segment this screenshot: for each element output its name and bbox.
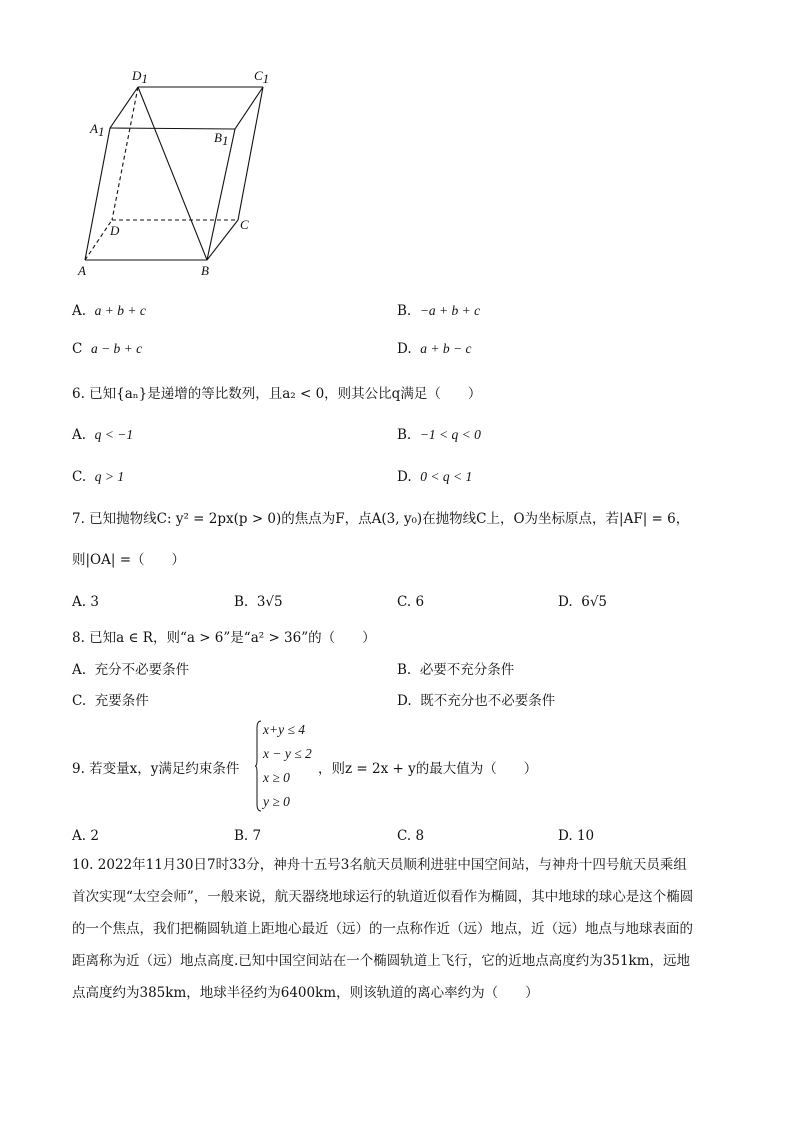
q6-option-b[interactable]: B. −1 < q < 0 <box>397 427 481 443</box>
q5-option-c[interactable]: C a − b + c <box>72 341 143 357</box>
edge-c1c <box>238 87 263 220</box>
q6-option-d[interactable]: D. 0 < q < 1 <box>397 469 473 485</box>
q10-line-3: 的一个焦点，我们把椭圆轨道上距地心最近（远）的一点称作近（远）地点，近（远）地点与地球表面的 <box>72 921 693 937</box>
q7-option-a[interactable]: A. 3 <box>72 594 99 610</box>
q6-stem: 6. 已知{aₙ}是递增的等比数列，且a₂ < 0，则其公比q满足（ ） <box>72 386 482 402</box>
q9-option-b[interactable]: B. 7 <box>234 828 262 844</box>
q8-option-a[interactable]: A. 充分不必要条件 <box>72 662 190 678</box>
constraint-1: x+y ≤ 4 <box>263 722 306 737</box>
constraint-4: y ≥ 0 <box>263 794 290 809</box>
q5-option-d[interactable]: D. a + b − c <box>397 341 472 357</box>
q9-stem-suffix: ，则z = 2x + y的最大值为（ ） <box>318 761 538 777</box>
q5-option-b[interactable]: B. −a + b + c <box>397 303 481 319</box>
q7-stem-line2: 则|OA| =（ ） <box>72 552 186 568</box>
q7-option-b[interactable]: B. 3√5 <box>234 594 283 610</box>
label-d1: D1 <box>132 68 148 86</box>
label-d: D <box>110 223 120 238</box>
q6-option-a[interactable]: A. q < −1 <box>72 427 134 443</box>
label-a: A <box>78 263 86 278</box>
q7-stem-line1: 7. 已知抛物线C: y² = 2px(p > 0)的焦点为F，点A(3, y₀)在抛物线C上，O为坐标原点，若|AF| = 6， <box>72 511 690 527</box>
q8-option-d[interactable]: D. 既不充分也不必要条件 <box>397 693 556 709</box>
q10-line-5: 点高度约为385km，地球半径约为6400km，则该轨道的离心率约为（ ） <box>72 985 539 1001</box>
q8-option-c[interactable]: C. 充要条件 <box>72 693 149 709</box>
q6-option-c[interactable]: C. q > 1 <box>72 469 125 485</box>
edge-b1b <box>207 129 235 260</box>
label-c1: C1 <box>254 68 270 86</box>
edge-a1d1 <box>110 87 138 128</box>
label-c: C <box>240 217 249 232</box>
label-a1: A1 <box>90 121 105 139</box>
q8-stem: 8. 已知a ∈ R，则“a > 6”是“a² > 36”的（ ） <box>72 630 376 646</box>
q7-option-d[interactable]: D. 6√5 <box>558 594 608 610</box>
q10-line-2: 首次实现“太空会师”，一般来说，航天器绕地球运行的轨道近似看作为椭圆，其中地球的球心是这个椭圆 <box>72 889 694 905</box>
label-b1: B1 <box>214 130 229 148</box>
edge-a1b1 <box>110 128 235 129</box>
label-b: B <box>201 263 209 278</box>
q7-option-c[interactable]: C. 6 <box>397 594 425 610</box>
constraint-3: x ≥ 0 <box>263 770 290 785</box>
q9-option-a[interactable]: A. 2 <box>72 828 99 844</box>
q9-option-d[interactable]: D. 10 <box>558 828 595 844</box>
edge-a1a <box>85 128 110 260</box>
q10-line-1: 10. 2022年11月30日7时33分，神舟十五号3名航天员顺利进驻中国空间站，与神舟十四号航天员乘组 <box>72 857 687 873</box>
q8-option-b[interactable]: B. 必要不充分条件 <box>397 662 515 678</box>
parallelepiped-figure <box>70 62 290 282</box>
system-brace <box>255 720 261 812</box>
q9-option-c[interactable]: C. 8 <box>397 828 425 844</box>
constraint-2: x − y ≤ 2 <box>263 746 312 761</box>
q9-stem-prefix: 9. 若变量x，y满足约束条件 <box>72 761 240 777</box>
q5-option-a[interactable]: A. a + b + c <box>72 303 146 319</box>
diagonal-d1b <box>138 87 207 260</box>
q10-line-4: 距离称为近（远）地点高度.已知中国空间站在一个椭圆轨道上飞行，它的近地点高度约为351km，远地 <box>72 953 691 969</box>
